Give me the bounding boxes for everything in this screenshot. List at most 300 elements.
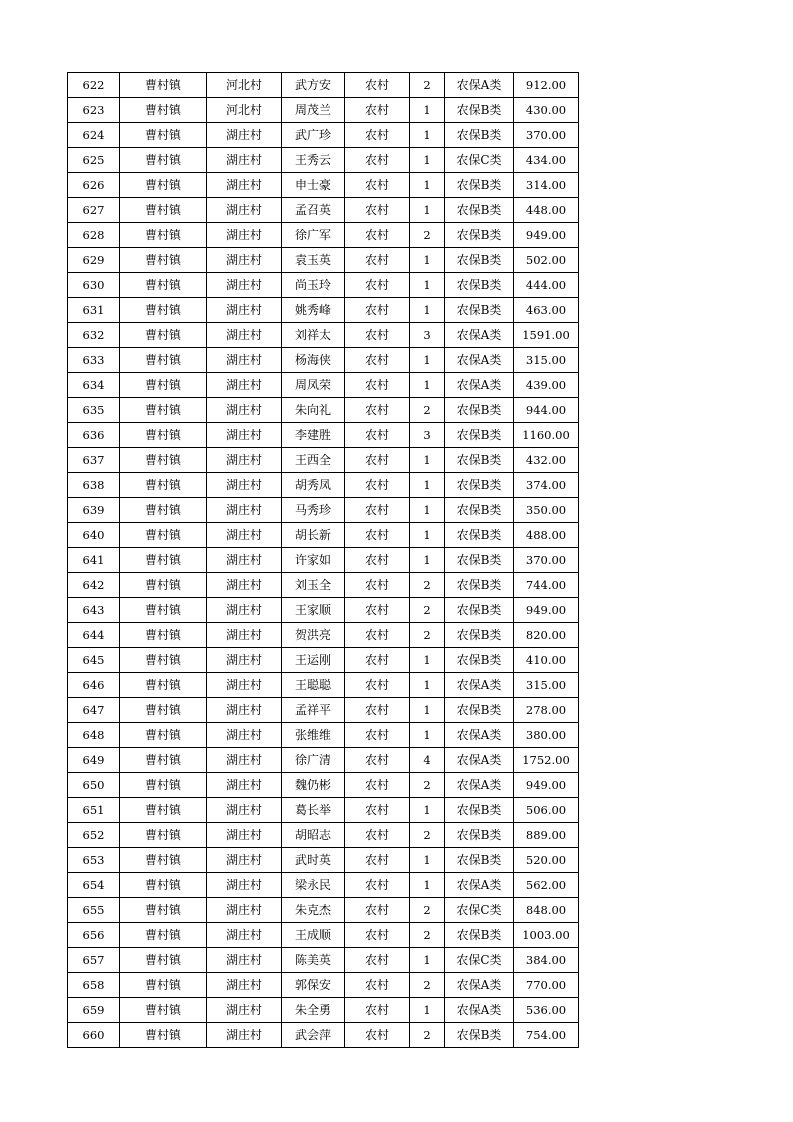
insurance-category-cell: 农保B类 [445,648,514,673]
member-count-cell: 1 [410,498,445,523]
amount-cell: 848.00 [514,898,579,923]
insurance-category-cell: 农保A类 [445,998,514,1023]
member-count-cell: 1 [410,873,445,898]
row-number-cell: 630 [68,273,120,298]
amount-cell: 488.00 [514,523,579,548]
name-cell: 袁玉英 [282,248,345,273]
table-row [68,173,579,198]
town-cell: 曹村镇 [120,623,207,648]
table-row [68,773,579,798]
town-cell: 曹村镇 [120,123,207,148]
insurance-category-cell: 农保B类 [445,823,514,848]
table-row [68,898,579,923]
town-cell: 曹村镇 [120,223,207,248]
insurance-category-cell: 农保B类 [445,273,514,298]
name-cell: 李建胜 [282,423,345,448]
name-cell: 朱克杰 [282,898,345,923]
table-row [68,248,579,273]
insurance-category-cell: 农保C类 [445,898,514,923]
name-cell: 周凤荣 [282,373,345,398]
row-number-cell: 657 [68,948,120,973]
member-count-cell: 1 [410,648,445,673]
village-cell: 湖庄村 [207,973,282,998]
table-row [68,423,579,448]
village-cell: 湖庄村 [207,798,282,823]
row-number-cell: 632 [68,323,120,348]
member-count-cell: 2 [410,598,445,623]
name-cell: 胡昭志 [282,823,345,848]
table-row [68,748,579,773]
village-cell: 湖庄村 [207,923,282,948]
name-cell: 王运刚 [282,648,345,673]
village-cell: 湖庄村 [207,273,282,298]
household-type-cell: 农村 [345,148,410,173]
table-row [68,123,579,148]
row-number-cell: 650 [68,773,120,798]
household-type-cell: 农村 [345,673,410,698]
village-cell: 湖庄村 [207,473,282,498]
member-count-cell: 1 [410,723,445,748]
insurance-category-cell: 农保A类 [445,748,514,773]
insurance-category-cell: 农保B类 [445,423,514,448]
amount-cell: 410.00 [514,648,579,673]
household-type-cell: 农村 [345,473,410,498]
row-number-cell: 646 [68,673,120,698]
row-number-cell: 643 [68,598,120,623]
name-cell: 刘玉全 [282,573,345,598]
insurance-category-cell: 农保B类 [445,1023,514,1048]
member-count-cell: 1 [410,798,445,823]
row-number-cell: 625 [68,148,120,173]
household-type-cell: 农村 [345,498,410,523]
row-number-cell: 635 [68,398,120,423]
insurance-category-cell: 农保A类 [445,373,514,398]
town-cell: 曹村镇 [120,948,207,973]
household-type-cell: 农村 [345,1023,410,1048]
name-cell: 尚玉玲 [282,273,345,298]
village-cell: 湖庄村 [207,698,282,723]
insurance-category-cell: 农保B类 [445,598,514,623]
member-count-cell: 1 [410,948,445,973]
insurance-category-cell: 农保B类 [445,398,514,423]
row-number-cell: 638 [68,473,120,498]
row-number-cell: 641 [68,548,120,573]
household-type-cell: 农村 [345,423,410,448]
village-cell: 湖庄村 [207,673,282,698]
insurance-category-cell: 农保A类 [445,348,514,373]
town-cell: 曹村镇 [120,523,207,548]
insurance-category-cell: 农保A类 [445,73,514,98]
insurance-category-cell: 农保B类 [445,523,514,548]
village-cell: 湖庄村 [207,1023,282,1048]
village-cell: 湖庄村 [207,748,282,773]
name-cell: 杨海侠 [282,348,345,373]
row-number-cell: 654 [68,873,120,898]
table-row [68,1023,579,1048]
household-type-cell: 农村 [345,848,410,873]
row-number-cell: 645 [68,648,120,673]
member-count-cell: 1 [410,148,445,173]
village-cell: 湖庄村 [207,998,282,1023]
town-cell: 曹村镇 [120,348,207,373]
member-count-cell: 1 [410,348,445,373]
village-cell: 湖庄村 [207,448,282,473]
village-cell: 湖庄村 [207,873,282,898]
amount-cell: 502.00 [514,248,579,273]
row-number-cell: 639 [68,498,120,523]
row-number-cell: 648 [68,723,120,748]
town-cell: 曹村镇 [120,723,207,748]
town-cell: 曹村镇 [120,73,207,98]
household-type-cell: 农村 [345,523,410,548]
amount-cell: 889.00 [514,823,579,848]
village-cell: 湖庄村 [207,248,282,273]
town-cell: 曹村镇 [120,648,207,673]
insurance-category-cell: 农保C类 [445,948,514,973]
name-cell: 姚秀峰 [282,298,345,323]
table-row [68,723,579,748]
village-cell: 湖庄村 [207,598,282,623]
amount-cell: 1591.00 [514,323,579,348]
member-count-cell: 1 [410,123,445,148]
amount-cell: 384.00 [514,948,579,973]
household-type-cell: 农村 [345,623,410,648]
insurance-category-cell: 农保B类 [445,298,514,323]
member-count-cell: 1 [410,848,445,873]
amount-cell: 770.00 [514,973,579,998]
town-cell: 曹村镇 [120,98,207,123]
table-row [68,948,579,973]
member-count-cell: 2 [410,223,445,248]
insurance-category-cell: 农保B类 [445,173,514,198]
table-row [68,923,579,948]
amount-cell: 434.00 [514,148,579,173]
town-cell: 曹村镇 [120,798,207,823]
row-number-cell: 624 [68,123,120,148]
row-number-cell: 655 [68,898,120,923]
amount-cell: 949.00 [514,598,579,623]
household-type-cell: 农村 [345,823,410,848]
table-row [68,348,579,373]
records-table-body [68,73,579,1048]
amount-cell: 430.00 [514,98,579,123]
insurance-category-cell: 农保B类 [445,548,514,573]
table-row [68,973,579,998]
town-cell: 曹村镇 [120,773,207,798]
member-count-cell: 2 [410,73,445,98]
member-count-cell: 1 [410,98,445,123]
row-number-cell: 659 [68,998,120,1023]
town-cell: 曹村镇 [120,598,207,623]
member-count-cell: 2 [410,398,445,423]
table-row [68,498,579,523]
household-type-cell: 农村 [345,573,410,598]
amount-cell: 944.00 [514,398,579,423]
village-cell: 湖庄村 [207,523,282,548]
household-type-cell: 农村 [345,323,410,348]
name-cell: 武时英 [282,848,345,873]
name-cell: 朱向礼 [282,398,345,423]
row-number-cell: 629 [68,248,120,273]
household-type-cell: 农村 [345,648,410,673]
household-type-cell: 农村 [345,598,410,623]
amount-cell: 520.00 [514,848,579,873]
amount-cell: 754.00 [514,1023,579,1048]
row-number-cell: 644 [68,623,120,648]
row-number-cell: 658 [68,973,120,998]
table-row [68,673,579,698]
member-count-cell: 3 [410,423,445,448]
town-cell: 曹村镇 [120,398,207,423]
household-type-cell: 农村 [345,248,410,273]
town-cell: 曹村镇 [120,373,207,398]
row-number-cell: 651 [68,798,120,823]
amount-cell: 432.00 [514,448,579,473]
amount-cell: 315.00 [514,673,579,698]
amount-cell: 744.00 [514,573,579,598]
member-count-cell: 1 [410,473,445,498]
household-type-cell: 农村 [345,923,410,948]
town-cell: 曹村镇 [120,898,207,923]
insurance-category-cell: 农保B类 [445,473,514,498]
table-row [68,98,579,123]
amount-cell: 370.00 [514,123,579,148]
table-row [68,523,579,548]
table-row [68,373,579,398]
name-cell: 张维维 [282,723,345,748]
insurance-category-cell: 农保B类 [445,923,514,948]
insurance-category-cell: 农保B类 [445,448,514,473]
insurance-category-cell: 农保B类 [445,798,514,823]
row-number-cell: 656 [68,923,120,948]
town-cell: 曹村镇 [120,198,207,223]
insurance-category-cell: 农保B类 [445,98,514,123]
village-cell: 湖庄村 [207,498,282,523]
row-number-cell: 660 [68,1023,120,1048]
member-count-cell: 1 [410,998,445,1023]
town-cell: 曹村镇 [120,873,207,898]
name-cell: 陈美英 [282,948,345,973]
member-count-cell: 3 [410,323,445,348]
town-cell: 曹村镇 [120,998,207,1023]
town-cell: 曹村镇 [120,973,207,998]
town-cell: 曹村镇 [120,748,207,773]
amount-cell: 448.00 [514,198,579,223]
name-cell: 王西全 [282,448,345,473]
town-cell: 曹村镇 [120,848,207,873]
household-type-cell: 农村 [345,698,410,723]
town-cell: 曹村镇 [120,498,207,523]
household-type-cell: 农村 [345,898,410,923]
row-number-cell: 626 [68,173,120,198]
row-number-cell: 633 [68,348,120,373]
village-cell: 湖庄村 [207,148,282,173]
row-number-cell: 649 [68,748,120,773]
name-cell: 王秀云 [282,148,345,173]
amount-cell: 278.00 [514,698,579,723]
village-cell: 湖庄村 [207,948,282,973]
name-cell: 徐广清 [282,748,345,773]
row-number-cell: 653 [68,848,120,873]
town-cell: 曹村镇 [120,923,207,948]
member-count-cell: 2 [410,898,445,923]
insurance-category-cell: 农保B类 [445,573,514,598]
amount-cell: 314.00 [514,173,579,198]
name-cell: 魏仍彬 [282,773,345,798]
insurance-category-cell: 农保A类 [445,873,514,898]
row-number-cell: 628 [68,223,120,248]
insurance-category-cell: 农保B类 [445,848,514,873]
name-cell: 郭保安 [282,973,345,998]
town-cell: 曹村镇 [120,323,207,348]
amount-cell: 820.00 [514,623,579,648]
insurance-category-cell: 农保B类 [445,223,514,248]
amount-cell: 380.00 [514,723,579,748]
table-row [68,698,579,723]
name-cell: 武会萍 [282,1023,345,1048]
town-cell: 曹村镇 [120,698,207,723]
village-cell: 湖庄村 [207,773,282,798]
village-cell: 河北村 [207,73,282,98]
amount-cell: 350.00 [514,498,579,523]
member-count-cell: 1 [410,248,445,273]
town-cell: 曹村镇 [120,173,207,198]
table-row [68,573,579,598]
table-row [68,598,579,623]
row-number-cell: 631 [68,298,120,323]
insurance-category-cell: 农保A类 [445,973,514,998]
amount-cell: 370.00 [514,548,579,573]
insurance-category-cell: 农保B类 [445,623,514,648]
household-type-cell: 农村 [345,298,410,323]
amount-cell: 562.00 [514,873,579,898]
member-count-cell: 1 [410,298,445,323]
village-cell: 湖庄村 [207,648,282,673]
records-table [67,72,579,1048]
village-cell: 湖庄村 [207,298,282,323]
member-count-cell: 1 [410,548,445,573]
village-cell: 湖庄村 [207,373,282,398]
table-row [68,73,579,98]
insurance-category-cell: 农保A类 [445,723,514,748]
village-cell: 湖庄村 [207,723,282,748]
insurance-category-cell: 农保C类 [445,148,514,173]
member-count-cell: 2 [410,1023,445,1048]
village-cell: 湖庄村 [207,123,282,148]
member-count-cell: 1 [410,373,445,398]
table-row [68,848,579,873]
row-number-cell: 647 [68,698,120,723]
amount-cell: 1752.00 [514,748,579,773]
name-cell: 葛长举 [282,798,345,823]
household-type-cell: 农村 [345,123,410,148]
row-number-cell: 636 [68,423,120,448]
household-type-cell: 农村 [345,798,410,823]
insurance-category-cell: 农保B类 [445,498,514,523]
insurance-category-cell: 农保B类 [445,123,514,148]
row-number-cell: 634 [68,373,120,398]
household-type-cell: 农村 [345,273,410,298]
village-cell: 湖庄村 [207,898,282,923]
household-type-cell: 农村 [345,948,410,973]
row-number-cell: 622 [68,73,120,98]
amount-cell: 374.00 [514,473,579,498]
insurance-category-cell: 农保B类 [445,698,514,723]
name-cell: 刘祥太 [282,323,345,348]
table-row [68,223,579,248]
town-cell: 曹村镇 [120,448,207,473]
household-type-cell: 农村 [345,348,410,373]
member-count-cell: 1 [410,673,445,698]
row-number-cell: 637 [68,448,120,473]
amount-cell: 949.00 [514,773,579,798]
town-cell: 曹村镇 [120,248,207,273]
town-cell: 曹村镇 [120,273,207,298]
amount-cell: 536.00 [514,998,579,1023]
table-row [68,798,579,823]
member-count-cell: 2 [410,973,445,998]
village-cell: 河北村 [207,98,282,123]
household-type-cell: 农村 [345,448,410,473]
insurance-category-cell: 农保A类 [445,773,514,798]
amount-cell: 506.00 [514,798,579,823]
village-cell: 湖庄村 [207,823,282,848]
village-cell: 湖庄村 [207,223,282,248]
household-type-cell: 农村 [345,223,410,248]
table-row [68,873,579,898]
member-count-cell: 2 [410,573,445,598]
name-cell: 孟祥平 [282,698,345,723]
amount-cell: 463.00 [514,298,579,323]
village-cell: 湖庄村 [207,423,282,448]
town-cell: 曹村镇 [120,423,207,448]
village-cell: 湖庄村 [207,548,282,573]
insurance-category-cell: 农保A类 [445,673,514,698]
name-cell: 许家如 [282,548,345,573]
household-type-cell: 农村 [345,748,410,773]
name-cell: 申士豪 [282,173,345,198]
member-count-cell: 1 [410,198,445,223]
table-row [68,448,579,473]
row-number-cell: 640 [68,523,120,548]
household-type-cell: 农村 [345,198,410,223]
member-count-cell: 2 [410,623,445,648]
name-cell: 马秀珍 [282,498,345,523]
name-cell: 胡秀凤 [282,473,345,498]
household-type-cell: 农村 [345,73,410,98]
household-type-cell: 农村 [345,548,410,573]
town-cell: 曹村镇 [120,148,207,173]
table-row [68,823,579,848]
town-cell: 曹村镇 [120,673,207,698]
household-type-cell: 农村 [345,973,410,998]
table-row [68,148,579,173]
name-cell: 武广珍 [282,123,345,148]
name-cell: 胡长新 [282,523,345,548]
name-cell: 王成顺 [282,923,345,948]
table-row [68,398,579,423]
village-cell: 湖庄村 [207,848,282,873]
table-row [68,198,579,223]
town-cell: 曹村镇 [120,573,207,598]
amount-cell: 1160.00 [514,423,579,448]
village-cell: 湖庄村 [207,398,282,423]
name-cell: 贺洪亮 [282,623,345,648]
table-row [68,298,579,323]
member-count-cell: 1 [410,273,445,298]
table-row [68,998,579,1023]
name-cell: 朱全勇 [282,998,345,1023]
